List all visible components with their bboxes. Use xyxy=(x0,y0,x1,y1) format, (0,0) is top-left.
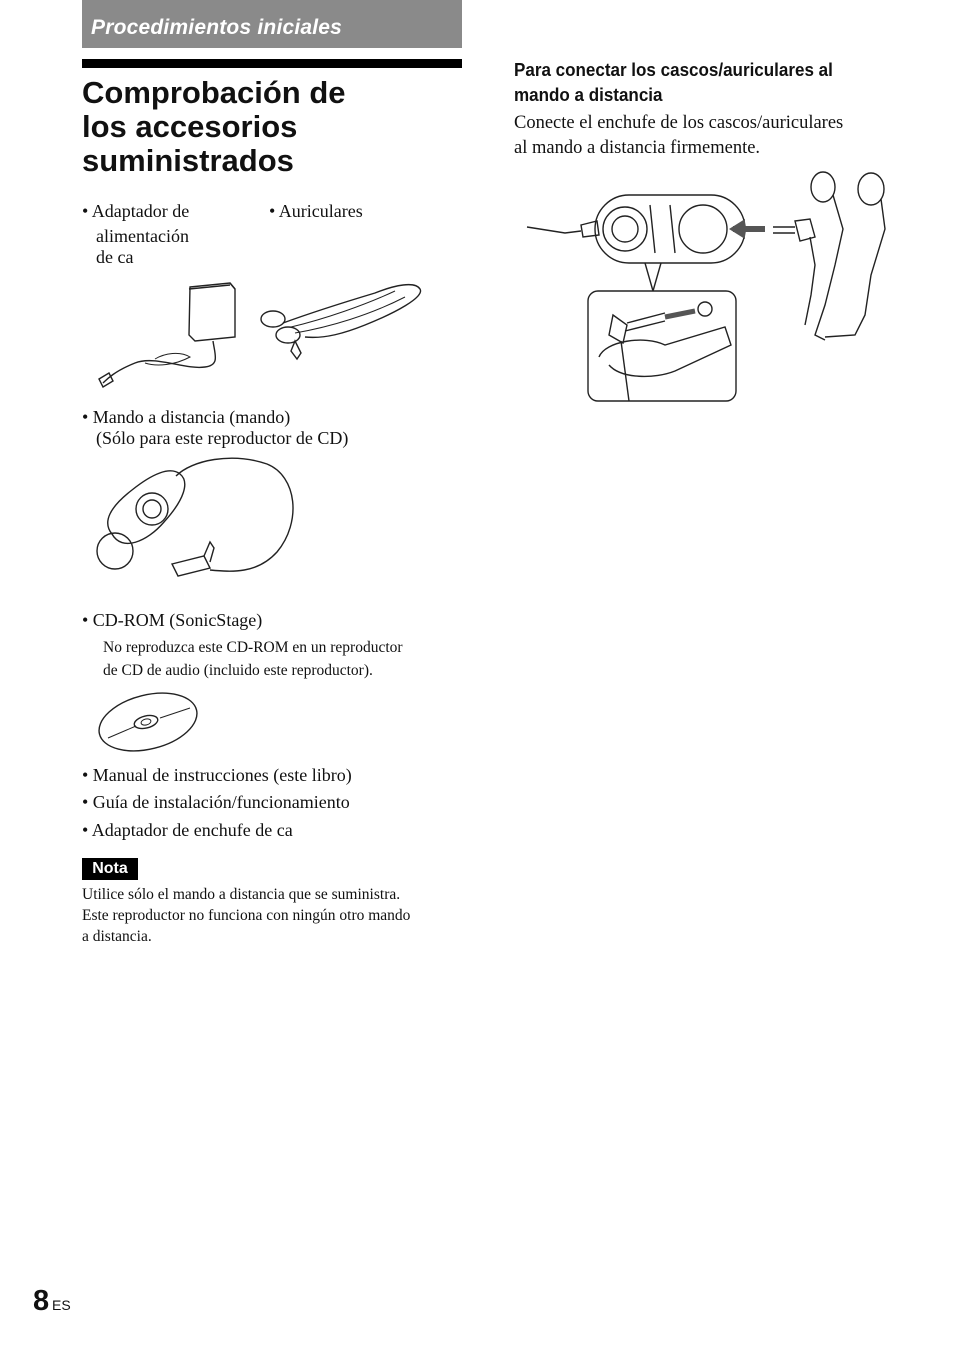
right-body-line-2: al mando a distancia firmemente. xyxy=(514,138,761,158)
nota-line-2: Este reproductor no funciona con ningún otro mando xyxy=(82,907,411,924)
right-heading-line-1: Para conectar los cascos/auriculares al xyxy=(514,59,833,80)
cdrom-illustration xyxy=(96,690,202,754)
item-cdrom-note-line-2: de CD de audio (incluido este reproductor). xyxy=(103,662,373,679)
page-language: ES xyxy=(52,1297,71,1313)
item-mando-line-2: (Sólo para este reproductor de CD) xyxy=(96,428,349,448)
item-adaptador-line-1: • Adaptador de xyxy=(82,201,190,221)
item-cdrom-note-line-1: No reproduzca este CD-ROM en un reproductor xyxy=(103,639,403,656)
item-manual: • Manual de instrucciones (este libro) xyxy=(82,765,352,785)
right-heading-line-2: mando a distancia xyxy=(514,84,663,105)
connection-illustration xyxy=(525,165,920,405)
page-number: 8 xyxy=(33,1285,50,1317)
item-cdrom: • CD-ROM (SonicStage) xyxy=(82,610,263,630)
item-adaptador-line-3: de ca xyxy=(96,247,134,267)
remote-illustration xyxy=(92,452,302,582)
right-body-line-1: Conecte el enchufe de los cascos/auriculares xyxy=(514,113,844,133)
adapter-earphones-illustration xyxy=(95,275,425,390)
section-title: Procedimientos iniciales xyxy=(91,16,343,39)
page-title-line-2: los accesorios xyxy=(82,109,298,144)
page-title-line-1: Comprobación de xyxy=(82,75,346,110)
item-adaptador-enchufe: • Adaptador de enchufe de ca xyxy=(82,820,293,840)
nota-line-1: Utilice sólo el mando a distancia que se suministra. xyxy=(82,886,401,903)
nota-label: Nota xyxy=(82,858,138,880)
nota-line-3: a distancia. xyxy=(82,928,152,945)
right-heading xyxy=(514,57,833,107)
item-auriculares: • Auriculares xyxy=(269,201,363,221)
page-title xyxy=(82,76,462,178)
item-mando-line-1: • Mando a distancia (mando) xyxy=(82,407,291,427)
title-rule xyxy=(82,59,462,68)
item-adaptador-line-2: alimentación xyxy=(96,226,189,246)
page-title-line-3: suministrados xyxy=(82,143,294,178)
item-guia: • Guía de instalación/funcionamiento xyxy=(82,792,350,812)
